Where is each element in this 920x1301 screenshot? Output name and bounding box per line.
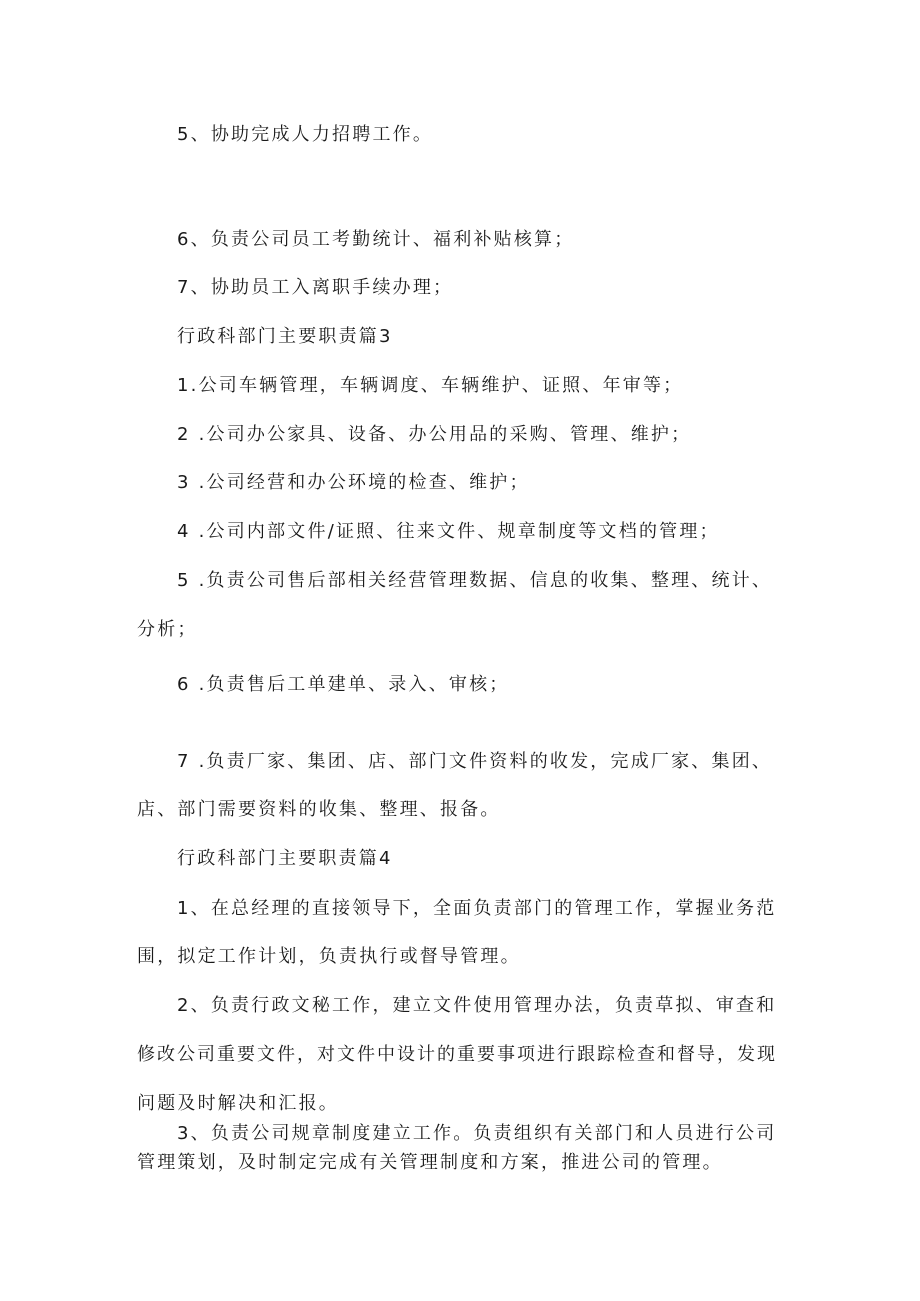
duty-2-line3: 问题及时解决和汇报。 [137, 1093, 339, 1114]
duty-2-line2: 修改公司重要文件，对文件中设计的重要事项进行跟踪检查和督导，发现 [137, 1044, 777, 1065]
paragraph-5-recruitment: 5、协助完成人力招聘工作。 [177, 124, 434, 145]
duty-3-line1: 3、负责公司规章制度建立工作。负责组织有关部门和人员进行公司 [177, 1123, 777, 1144]
item-7-files-line1: 7 .负责厂家、集团、店、部门文件资料的收发，完成厂家、集团、 [177, 751, 773, 772]
duty-1-line1: 1、在总经理的直接领导下，全面负责部门的管理工作，掌握业务范 [177, 898, 777, 919]
item-7-files-line2: 店、部门需要资料的收集、整理、报备。 [137, 799, 501, 820]
item-4-documents: 4 .公司内部文件/证照、往来文件、规章制度等文档的管理； [177, 521, 720, 542]
duty-2-line1: 2、负责行政文秘工作，建立文件使用管理办法，负责草拟、审查和 [177, 995, 777, 1016]
item-2-furniture: 2 .公司办公家具、设备、办公用品的采购、管理、维护； [177, 424, 692, 445]
duty-1-line2: 围，拟定工作计划，负责执行或督导管理。 [137, 946, 521, 967]
paragraph-7-onboarding: 7、协助员工入离职手续办理； [177, 277, 454, 298]
item-5-data-line2: 分析； [137, 619, 198, 640]
paragraph-6-attendance: 6、负责公司员工考勤统计、福利补贴核算； [177, 229, 575, 250]
item-3-environment: 3 .公司经营和办公环境的检查、维护； [177, 472, 530, 493]
item-1-vehicles: 1.公司车辆管理，车辆调度、车辆维护、证照、年审等； [177, 375, 684, 396]
section-heading-3: 行政科部门主要职责篇3 [177, 326, 393, 347]
item-5-data-line1: 5 .负责公司售后部相关经营管理数据、信息的收集、整理、统计、 [177, 570, 773, 591]
item-6-work-orders: 6 .负责售后工单建单、录入、审核； [177, 674, 510, 695]
duty-3-line2: 管理策划，及时制定完成有关管理制度和方案，推进公司的管理。 [137, 1152, 723, 1173]
section-heading-4: 行政科部门主要职责篇4 [177, 848, 393, 869]
